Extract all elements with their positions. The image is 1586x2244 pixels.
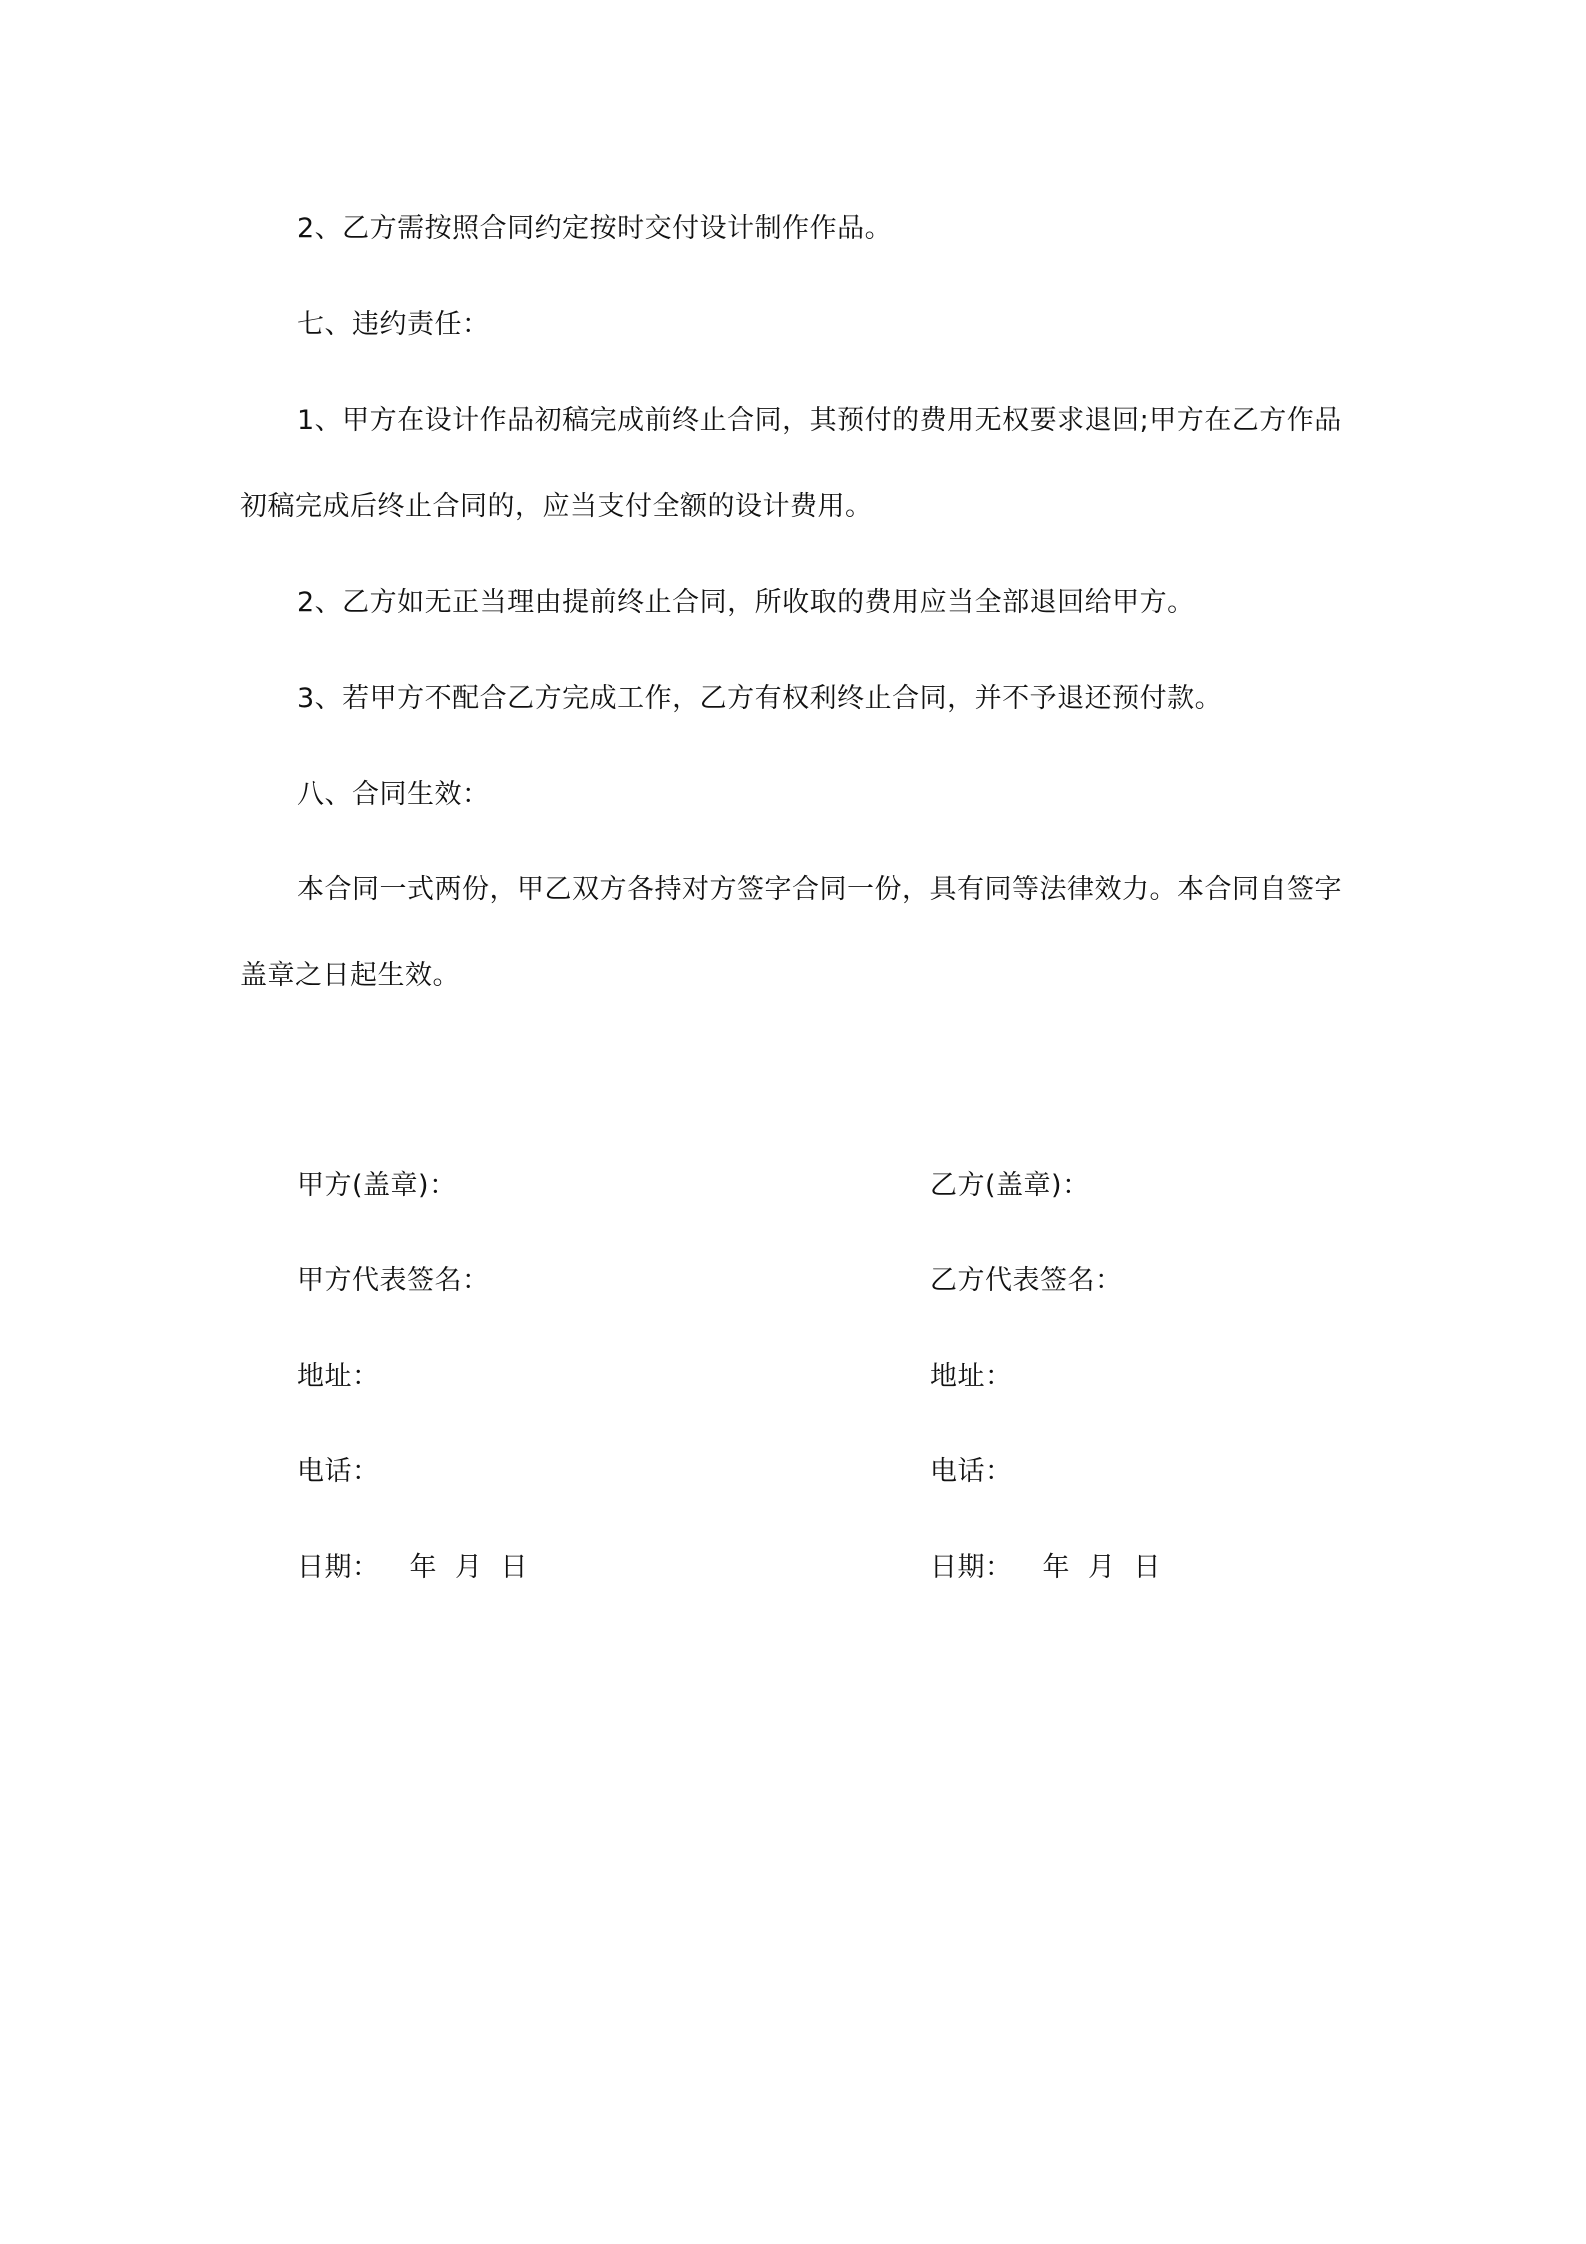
party-b-date-row	[930, 1548, 1161, 1588]
clause-7-item-3: 3、若甲方不配合乙方完成工作，乙方有权利终止合同，并不予退还预付款。	[297, 683, 1223, 714]
party-b-phone-label: 电话：	[930, 1456, 1013, 1487]
party-a-date-month: 月	[455, 1552, 483, 1583]
clause-8-line-1: 本合同一式两份，甲乙双方各持对方签字合同一份，具有同等法律效力。本合同自签字	[297, 874, 1342, 905]
party-b-date-label: 日期：	[930, 1552, 1013, 1583]
clause-7-item-1-line-1: 1、甲方在设计作品初稿完成前终止合同，其预付的费用无权要求退回;甲方在乙方作品	[297, 405, 1342, 436]
party-a-phone-label: 电话：	[297, 1456, 380, 1487]
section-8-heading: 八、合同生效：	[297, 779, 490, 810]
clause-7-item-1-line-2: 初稿完成后终止合同的，应当支付全额的设计费用。	[240, 491, 873, 522]
party-a-representative-label: 甲方代表签名：	[297, 1265, 490, 1296]
party-b-date-day: 日	[1133, 1552, 1161, 1583]
party-b-address-label: 地址：	[930, 1361, 1013, 1392]
party-a-date-label: 日期：	[297, 1552, 380, 1583]
clause-8-line-2: 盖章之日起生效。	[240, 960, 460, 991]
party-b-date-year: 年	[1042, 1552, 1070, 1583]
party-a-date-year: 年	[409, 1552, 437, 1583]
party-a-date-day: 日	[500, 1552, 528, 1583]
section-7-heading: 七、违约责任：	[297, 309, 490, 340]
party-b-representative-label: 乙方代表签名：	[930, 1265, 1123, 1296]
party-a-seal-label: 甲方(盖章)：	[297, 1170, 457, 1201]
clause-7-item-2: 2、乙方如无正当理由提前终止合同，所收取的费用应当全部退回给甲方。	[297, 587, 1195, 618]
party-b-date-month: 月	[1088, 1552, 1116, 1583]
party-b-seal-label: 乙方(盖章)：	[930, 1170, 1090, 1201]
party-a-address-label: 地址：	[297, 1361, 380, 1392]
clause-6-item-2: 2、乙方需按照合同约定按时交付设计制作作品。	[297, 213, 893, 244]
party-a-date-row	[297, 1548, 528, 1588]
